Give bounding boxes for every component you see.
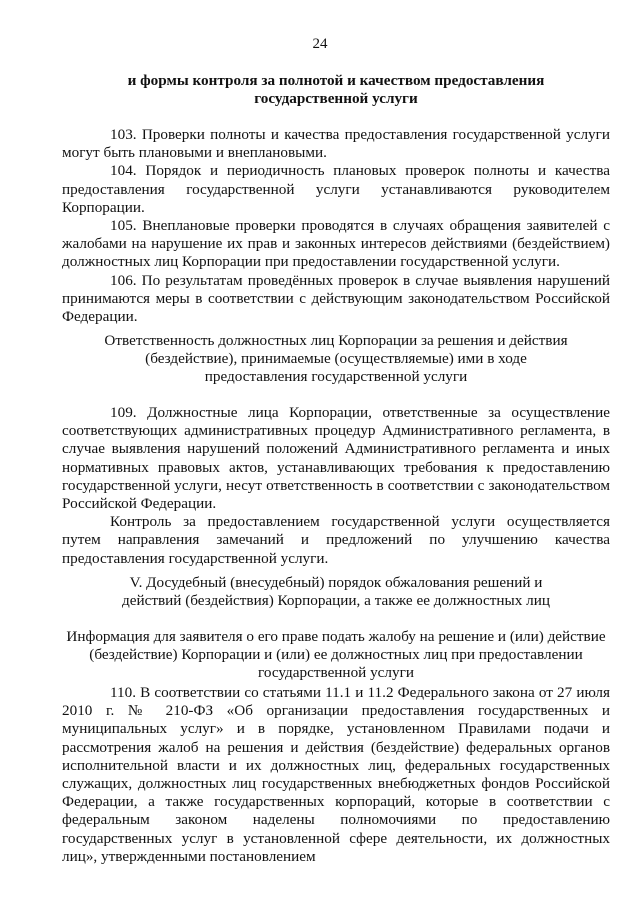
paragraph-103: 103. Проверки полноты и качества предоставления государственной услуги могут быть плановыми и внеплановыми. — [62, 126, 610, 162]
paragraph-110: 110. В соответствии со статьями 11.1 и 11.2 Федерального закона от 27 июля 2010 г. № 210-ФЗ «Об организации предоставления государственных и муниципальных услуг» и в порядке, установленном Правилами подачи и рассмотрения жалоб на решения и действия (бездействие) федеральных органов исполнительной власти и их должностных лиц, федеральных государственных служащих, должностных лиц государственных внебюджетных фондов Российской Федерации, а также государственных корпораций, которые в соответствии с федеральным законом наделены полномочиями по предоставлению государственных услуг в установленной сфере деятельности, их должностных лиц», утвержденными постановлением — [62, 684, 610, 865]
paragraph-105: 105. Внеплановые проверки проводятся в случаях обращения заявителей с жалобами на нарушение их прав и законных интересов действиями (бездействием) должностных лиц Корпорации при предоставлении государственной услуги. — [62, 217, 610, 271]
page-number: 24 — [312, 36, 328, 52]
paragraph-106: 106. По результатам проведённых проверок в случае выявления нарушений принимаются меры в соответствии с действующим законодательством Российской Федерации. — [62, 271, 610, 326]
heading-responsibility: Ответственность должностных лиц Корпорации за решения и действия (бездействие), принимаемые (осуществляемые) ими в ходе предоставления государственной услуги — [104, 332, 568, 386]
paragraph-control: Контроль за предоставлением государственной услуги осуществляется путем направления замечаний и предложений по улучшению качества предоставления государственной услуги. — [62, 513, 610, 567]
paragraphs-block-2 — [62, 404, 610, 568]
paragraphs-block-1 — [62, 126, 610, 326]
heading-section-v: V. Досудебный (внесудебный) порядок обжалования решений и действий (бездействия) Корпорации, а также ее должностных лиц — [122, 574, 550, 610]
paragraph-109: 109. Должностные лица Корпорации, ответственные за осуществление соответствующих административных процедур Административного регламента, в случае выявления нарушений положений Административного регламента и иных нормативных правовых актов, устанавливающих требования к предоставлению государственной услуги, несут ответственность в соответствии с законодательством Российской Федерации. — [62, 404, 610, 513]
paragraphs-block-3 — [62, 684, 610, 866]
heading-control-forms: и формы контроля за полнотой и качеством предоставления государственной услуги — [127, 72, 545, 108]
heading-information: Информация для заявителя о его праве подать жалобу на решение и (или) действие (бездействие) Корпорации и (или) ее должностных лиц при предоставлении государственной услуги — [66, 628, 606, 682]
paragraph-104: 104. Порядок и периодичность плановых проверок полноты и качества предоставления государственной услуги устанавливаются руководителем Корпорации. — [62, 162, 610, 216]
